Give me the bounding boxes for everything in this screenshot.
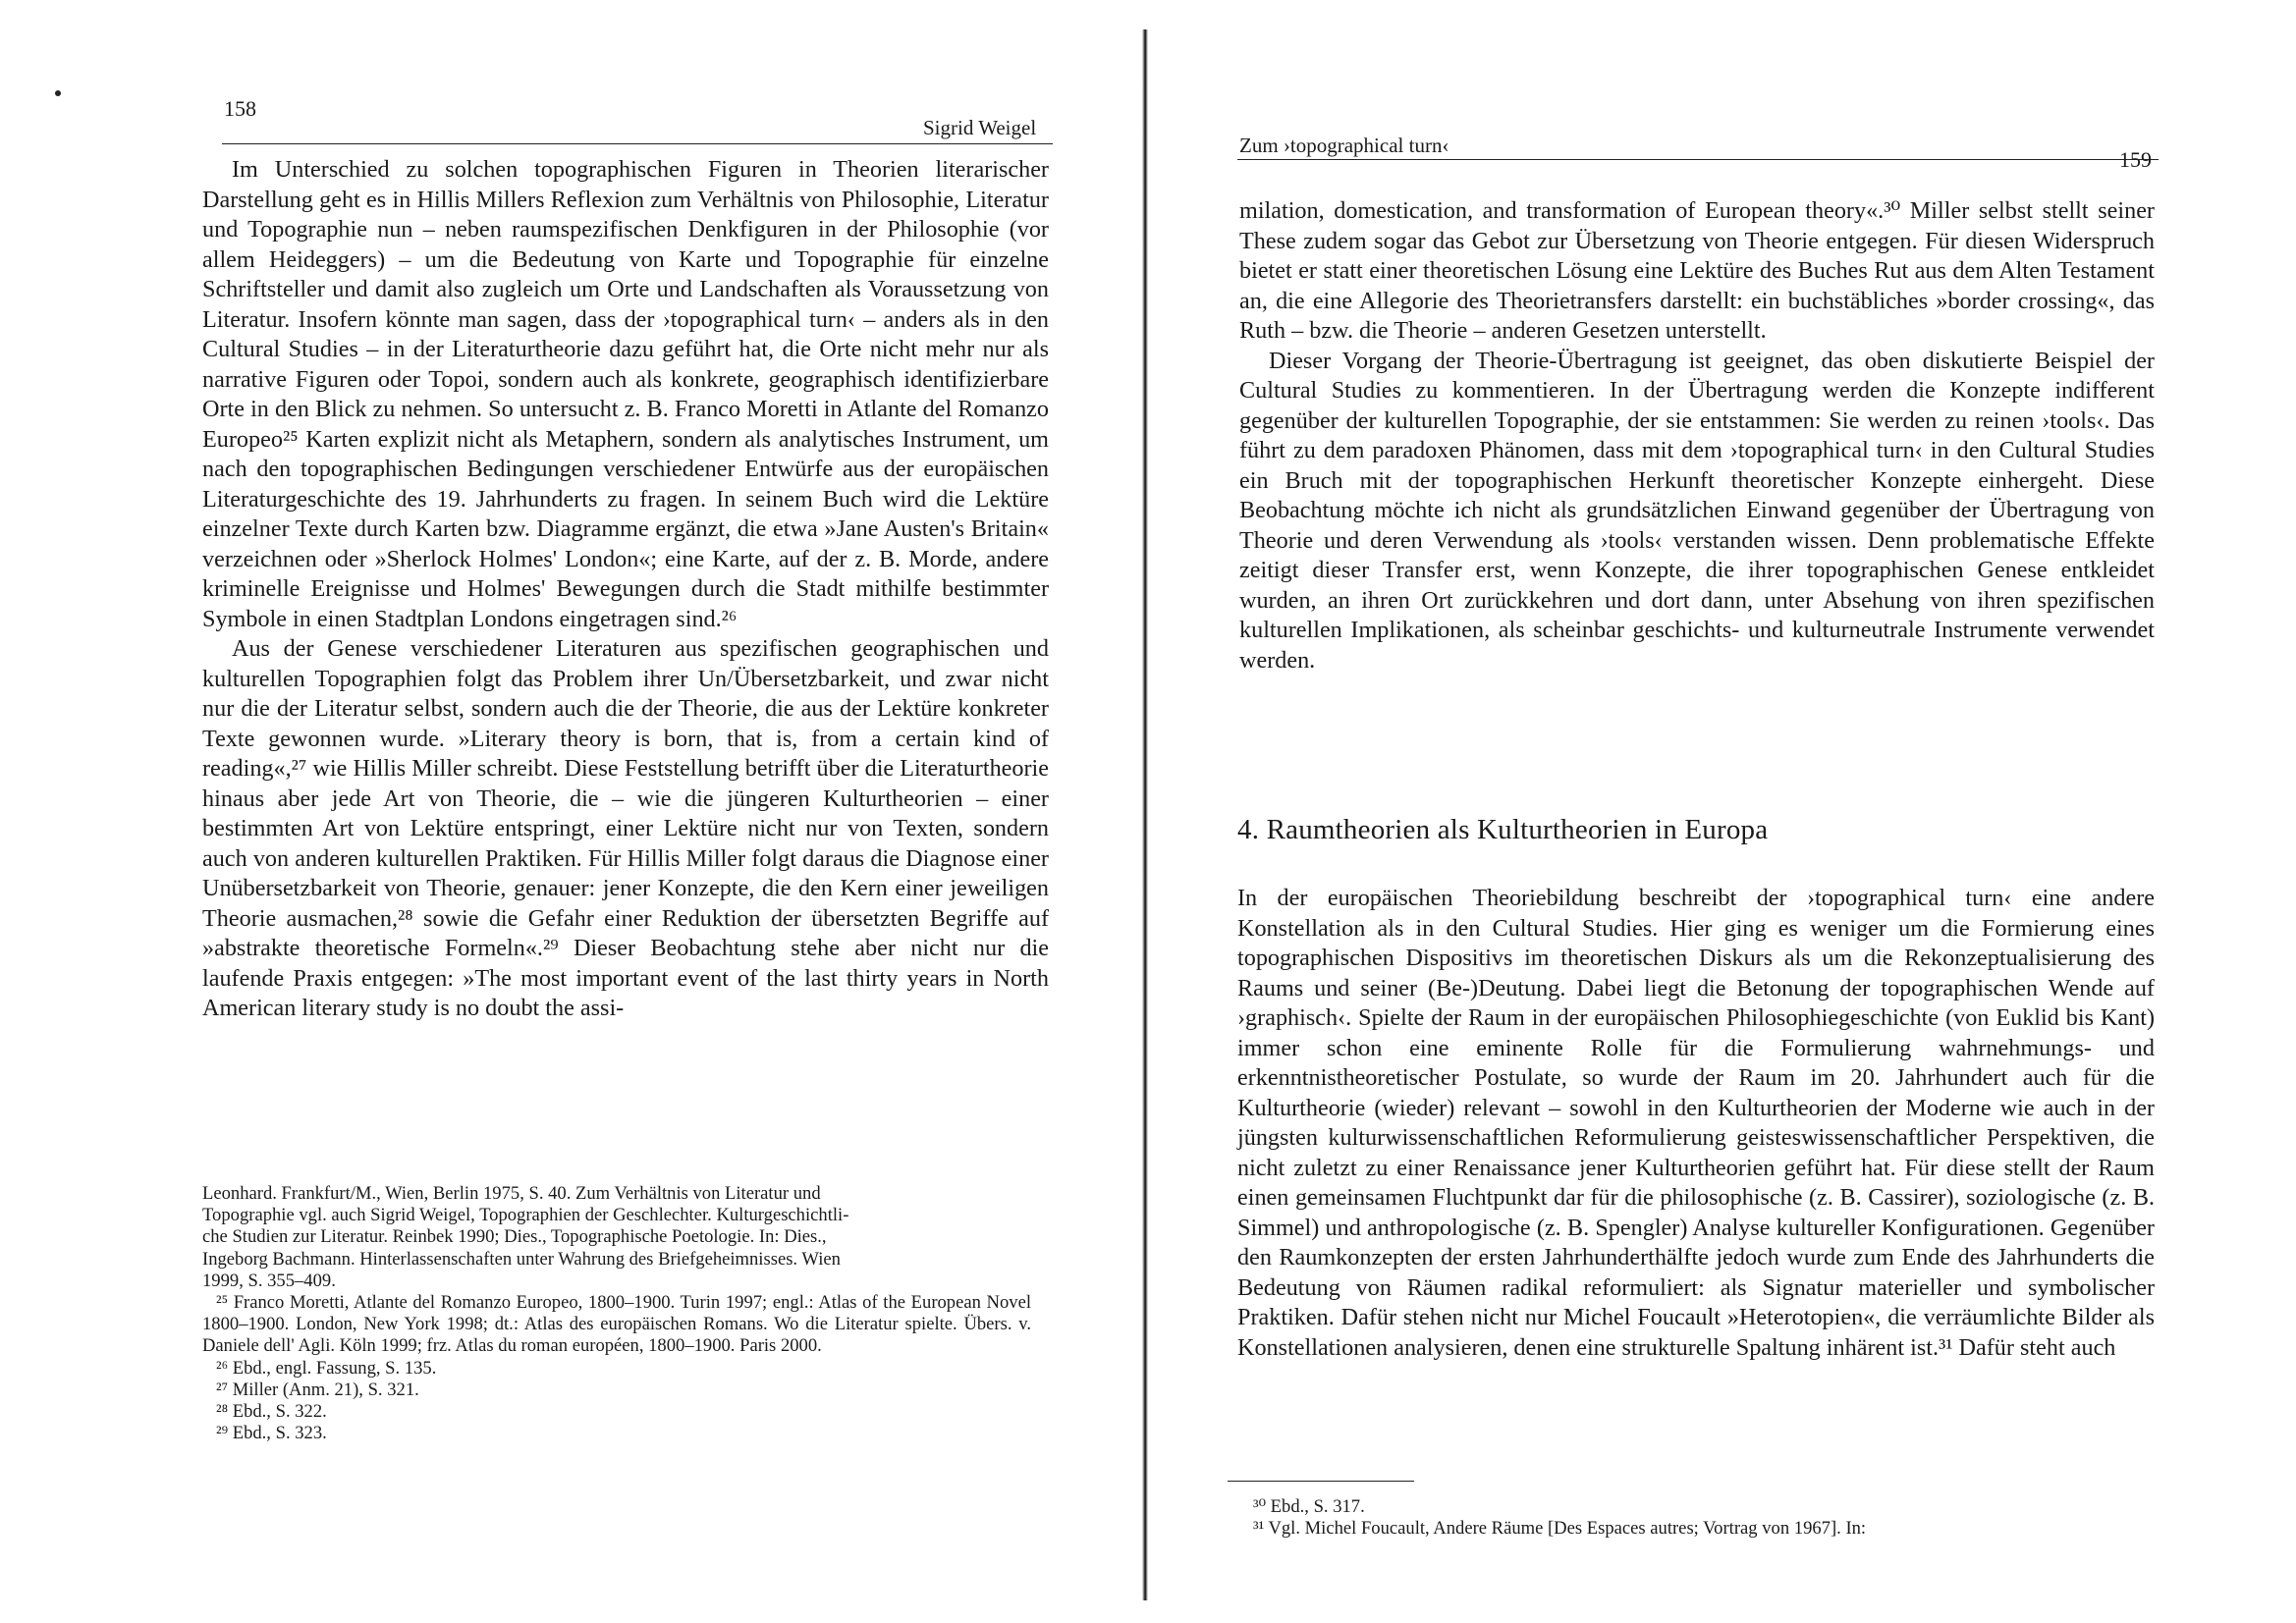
paragraph: milation, domestication, and transformation of European theory«.³⁰ Miller selbst stellt seiner These zudem sogar das Gebot zur Übersetzung von Theorie entgegen. Für diesen Widerspruch bietet er statt einer theoretischen Lösung eine Lektüre des Buches Rut aus dem Alten Testament an, die eine Allegorie des Theorietransfers darstellt: ein buchstäbliches »border crossing«, das Ruth – bzw. die Theorie – anderen Gesetzen unterstellt. bbox=[1239, 197, 2155, 344]
left-body-text bbox=[202, 155, 1049, 1024]
footnote-continuation bbox=[202, 1183, 1031, 1292]
book-gutter bbox=[1142, 29, 1148, 1600]
paragraph: Im Unterschied zu solchen topographischen Figuren in Theorien literarischer Darstellung geht es in Hillis Millers Reflexion zum Verhältnis von Philosophie, Literatur und Topographie nun – neben raumspezifischen Denkfiguren in der Philosophie (vor allem Heideggers) – um die Bedeutung von Karte und Topographie für einzelne Schriftsteller und damit also zugleich um Orte und Landschaften als Voraussetzung von Literatur. Insofern könnte man sagen, dass der ›topographical turn‹ – anders als in den Cultural Studies – in der Literaturtheorie dazu geführt hat, die Orte nicht mehr nur als narrative Figuren oder Topoi, sondern auch als konkrete, geographisch identifizierbare Orte in den Blick zu nehmen. So untersucht z. B. Franco Moretti in Atlante del Romanzo Europeo²⁵ Karten explizit nicht als Metaphern, sondern als analytisches Instrument, um nach den topographischen Bedingungen verschiedener Entwürfe aus der europäischen Literaturgeschichte des 19. Jahrhunderts zu fragen. In seinem Buch wird die Lektüre einzelner Texte durch Karten bzw. Diagramme ergänzt, die etwa »Jane Austen's Britain« verzeichnen oder »Sherlock Holmes' London«; eine Karte, auf der z. B. Morde, andere kriminelle Ereignisse und Holmes' Bewegungen durch die Stadt mithilfe bestimmter Symbole in einen Stadtplan Londons eingetragen sind.²⁶ bbox=[202, 156, 1049, 632]
right-footnotes bbox=[1239, 1496, 2155, 1540]
footnote-30: ³⁰ Ebd., S. 317. bbox=[1253, 1496, 1365, 1517]
paragraph: Dieser Vorgang der Theorie-Übertragung ist geeignet, das oben diskutierte Beispiel der Cultural Studies zu kommentieren. In der Übertragung werden die Konzepte indifferent gegenüber der kulturellen Topographie, der sie entstammen: Sie werden zu reinen ›tools‹. Das führt zu dem paradoxen Phänomen, dass mit dem ›topographical turn‹ in den Cultural Studies ein Bruch mit der topographischen Herkunft theoretischer Konzepte einhergeht. Diese Beobachtung möchte ich nicht als grundsätzlichen Einwand gegenüber der Übertragung von Theorie und deren Verwendung als ›tools‹ verstanden wissen. Denn problematische Effekte zeitigt dieser Transfer erst, wenn Konzepte, die ihrer topographischen Genese entkleidet wurden, an ihren Ort zurückkehren und dort dann, unter Absehung von ihren spezifischen kulturellen Implikationen, als scheinbar geschichts- und kulturneutrale Instrumente verwendet werden. bbox=[1239, 347, 2155, 674]
footnote-line: Leonhard. Frankfurt/M., Wien, Berlin 1975, S. 40. Zum Verhältnis von Literatur und bbox=[202, 1183, 821, 1204]
footnote-29: ²⁹ Ebd., S. 323. bbox=[216, 1423, 327, 1444]
left-page bbox=[0, 0, 1139, 1623]
footnote-line: 1999, S. 355–409. bbox=[202, 1270, 336, 1291]
paragraph: Aus der Genese verschiedener Literaturen aus spezifischen geographischen und kulturellen Topographien folgt das Problem ihrer Un/Übersetzbarkeit, und zwar nicht nur die der Literatur selbst, sondern auch die der Theorie, die aus der Lektüre konkreter Texte gewonnen wurde. »Literary theory is born, that is, from a certain kind of reading«,²⁷ wie Hillis Miller schreibt. Diese Feststellung betrifft über die Literaturtheorie hinaus aber jede Art von Theorie, die – wie die jüngeren Kulturtheorien – einer bestimmten Art von Lektüre entspringt, einer Lektüre nicht nur von Texten, sondern auch von anderen kulturellen Praktiken. Für Hillis Miller folgt daraus die Diagnose einer Unübersetzbarkeit von Theorie, genauer: jener Konzepte, die den Kern einer jeweiligen Theorie ausmachen,²⁸ sowie die Gefahr einer Reduktion der übersetzten Begriffe auf »abstrakte theoretische Formeln«.²⁹ Dieser Beobachtung stehe aber nicht nur die laufende Praxis entgegen: »The most important event of the last thirty years in North American literary study is no doubt the assi- bbox=[202, 635, 1049, 1021]
footnote-rule-right bbox=[1228, 1481, 1414, 1482]
footnote-line: Topographie vgl. auch Sigrid Weigel, Topographien der Geschlechter. Kulturgeschichtli- bbox=[202, 1205, 849, 1226]
right-body-text bbox=[1239, 196, 2155, 676]
right-page bbox=[1149, 0, 2296, 1623]
footnote-line: Ingeborg Bachmann. Hinterlassenschaften unter Wahrung des Briefgeheimnisses. Wien bbox=[202, 1248, 841, 1270]
footnote-27: ²⁷ Miller (Anm. 21), S. 321. bbox=[216, 1379, 419, 1400]
footnote-31: ³¹ Vgl. Michel Foucault, Andere Räume [Des Espaces autres; Vortrag von 1967]. In: bbox=[1253, 1518, 1867, 1540]
footnote-26: ²⁶ Ebd., engl. Fassung, S. 135. bbox=[216, 1357, 437, 1379]
header-rule-left bbox=[222, 143, 1053, 144]
running-head-left: Sigrid Weigel bbox=[923, 116, 1037, 139]
footnote-28: ²⁸ Ebd., S. 322. bbox=[216, 1401, 327, 1423]
header-rule-right bbox=[1237, 159, 2159, 160]
running-head-right: Zum ›topographical turn‹ bbox=[1239, 134, 1449, 157]
section-heading: 4. Raumtheorien als Kulturtheorien in Europa bbox=[1237, 814, 1769, 845]
paragraph: In der europäischen Theoriebildung beschreibt der ›topographical turn‹ eine andere Konstellation als in den Cultural Studies. Hier ging es weniger um die Formierung eines topographischen Dispositivs im theoretischen Diskurs als um die Rekonzeptualisierung des Raums und seiner (Be-)Deutung. Dabei liegt die Betonung der topographischen Wende auf ›graphisch‹. Spielte der Raum in der europäischen Philosophiegeschichte (von Euklid bis Kant) immer schon eine eminente Rolle für die Formulierung wahrnehmungs- und erkenntnistheoretischer Postulate, so wurde der Raum im 20. Jahrhundert auch für die Kulturtheorie (wieder) relevant – sowohl in den Kulturtheorien der Moderne wie auch in der jüngsten kulturwissenschaftlichen Reformulierung geisteswissenschaftlicher Perspektiven, die nicht zuletzt zu einer Renaissance jener Kulturtheorien geführt hat. Für diese stellt der Raum einen gemeinsamen Fluchtpunkt dar für die philosophische (z. B. Cassirer), soziologische (z. B. Simmel) und anthropologische (z. B. Spengler) Analyse kultureller Konfigurationen. Gegenüber den Raumkonzepten der ersten Jahrhunderthälfte jedoch wurde zum Ende des Jahrhunderts die Bedeutung von Räumen radikal reformuliert: als Signatur materieller und symbolischer Praktiken. Dafür stehen nicht nur Michel Foucault »Heterotopien«, die verräumlichte Bilder als Konstellationen analysieren, denen eine strukturelle Spaltung inhärent ist.³¹ Dafür steht auch bbox=[1237, 885, 2155, 1361]
right-section-text bbox=[1237, 884, 2155, 1363]
page-number-left: 158 bbox=[224, 96, 256, 121]
footnote-line: che Studien zur Literatur. Reinbek 1990; Dies., Topographische Poetologie. In: Dies., bbox=[202, 1226, 827, 1248]
footnote-25: ²⁵ Franco Moretti, Atlante del Romanzo Europeo, 1800–1900. Turin 1997; engl.: Atlas of the European Novel 1800–1900. London, New York 1998; dt.: Atlas des europäischen Romans. Wo die Literatur spielte. Übers. v. Daniele dell' Agli. Köln 1999; frz. Atlas du roman européen, 1800–1900. Paris 2000. bbox=[202, 1292, 1031, 1357]
page-number-right: 159 bbox=[2119, 147, 2152, 172]
left-footnotes bbox=[202, 1183, 1031, 1444]
